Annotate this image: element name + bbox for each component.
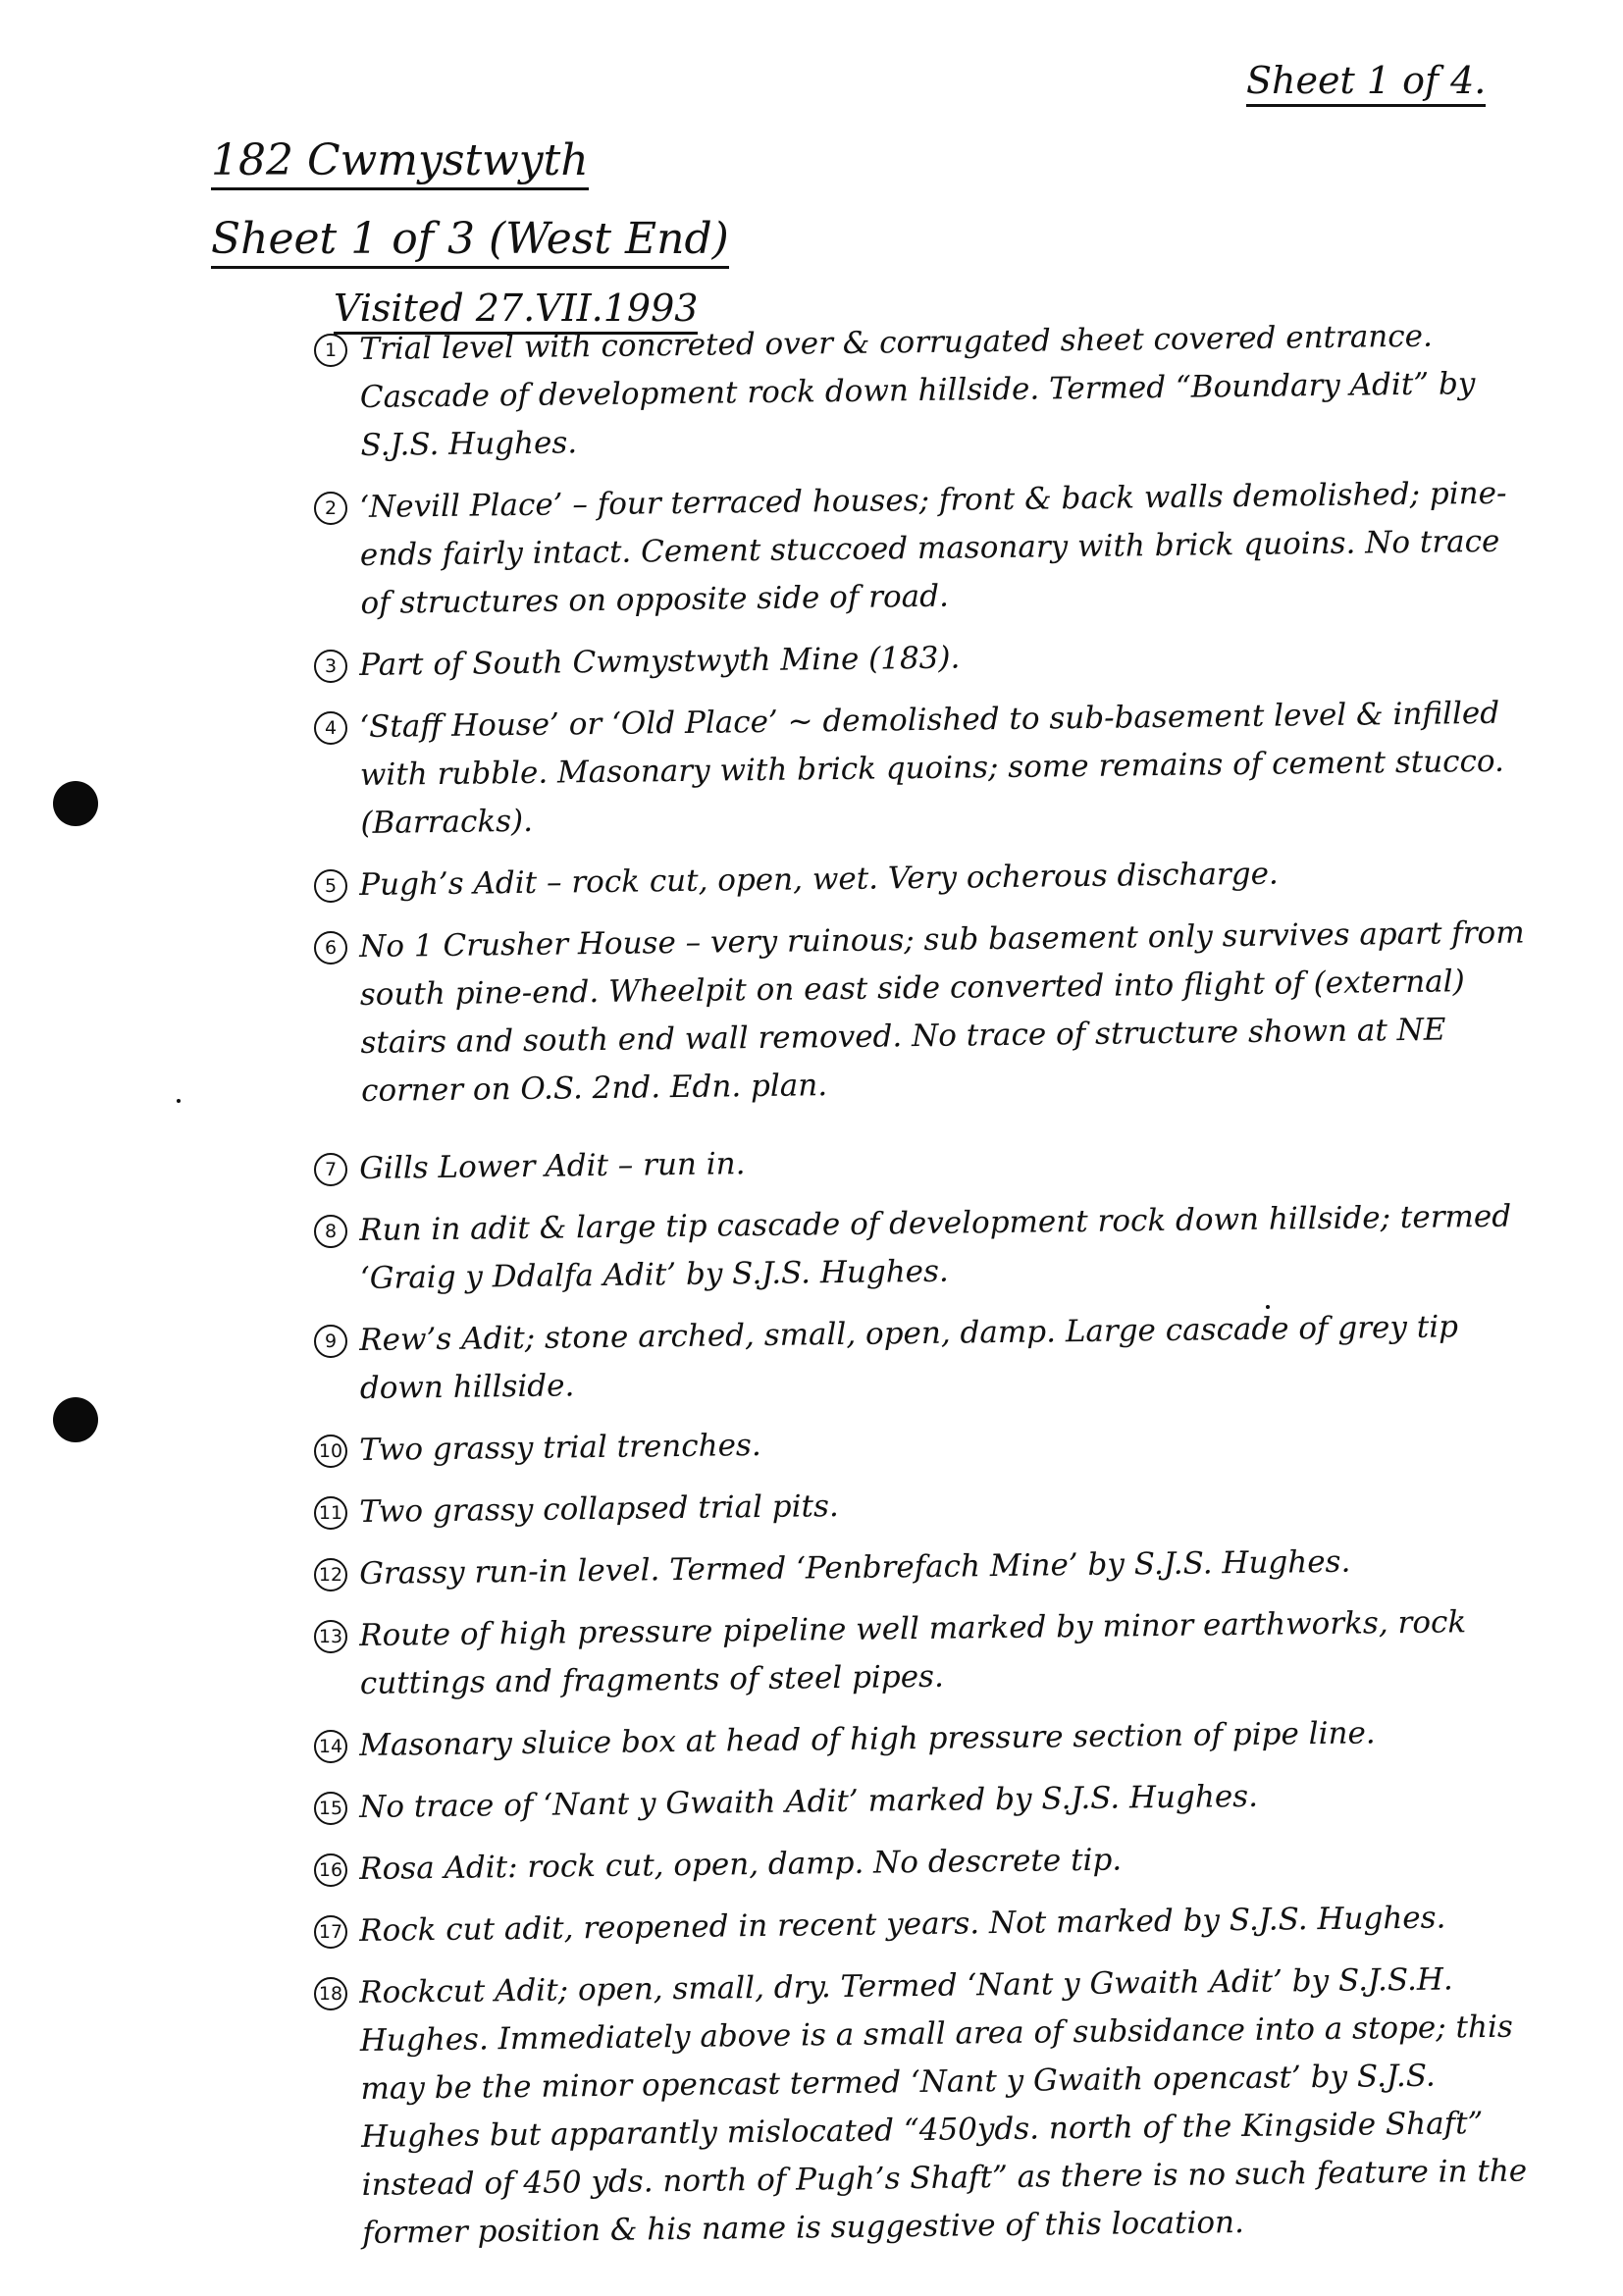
item-number: 4 <box>314 711 347 745</box>
site-title: 182 Cwmystwyth <box>211 135 589 190</box>
list-item <box>314 1309 1531 1413</box>
list-item <box>314 318 1531 470</box>
sheet-subtitle: Sheet 1 of 3 (West End) <box>211 214 729 269</box>
item-text: ‘Nevill Place’ – four terraced houses; front & back walls demolished; pine-ends fairly intact. Cement stuccoed masonary with brick quoins. No trace of structures on opposite side of road. <box>359 475 1507 621</box>
item-text: No trace of ‘Nant y Gwaith Adit’ marked by S.J.S. Hughes. <box>359 1778 1259 1825</box>
list-item <box>314 1488 1531 1537</box>
item-number: 17 <box>314 1915 347 1949</box>
sheet-number: Sheet 1 of 4. <box>1246 59 1486 107</box>
item-number: 18 <box>314 1977 347 2010</box>
item-text: Grassy run-in level. Termed ‘Penbrefach Mine’ by S.J.S. Hughes. <box>359 1543 1351 1592</box>
visit-date: Visited 27.VII.1993 <box>334 287 698 335</box>
list-item <box>314 695 1531 848</box>
list-item <box>314 1543 1531 1598</box>
survey-notes <box>314 318 1531 2271</box>
list-item <box>314 856 1531 910</box>
item-number: 6 <box>314 931 347 965</box>
item-text: Rew’s Adit; stone arched, small, open, damp. Large cascade of grey tip down hillside. <box>359 1309 1459 1406</box>
list-item <box>314 1900 1531 1956</box>
item-text: Pugh’s Adit – rock cut, open, wet. Very ocherous discharge. <box>359 856 1280 903</box>
item-text: Two grassy trial trenches. <box>359 1427 761 1468</box>
list-item <box>314 1842 1531 1894</box>
item-text: Masonary sluice box at head of high pressure section of pipe line. <box>359 1715 1376 1763</box>
punch-hole <box>53 1397 98 1442</box>
list-item <box>314 1145 1531 1193</box>
item-text: Trial level with concreted over & corrugated sheet covered entrance. Cascade of development rock down hillside. Termed “Boundary Adit” by S.J.S. Hughes. <box>359 318 1476 463</box>
list-item <box>314 1961 1531 2258</box>
item-text: ‘Staff House’ or ‘Old Place’ ~ demolished to sub-basement level & infilled with rubble. Masonary with brick quoins; some remains of cement stucco. (Barracks). <box>359 695 1505 841</box>
item-text: No 1 Crusher House – very ruinous; sub basement only survives apart from south pine-end. Wheelpit on east side converted into flight of (external) stairs and south end wall removed. No trace of structure shown at NE corner on O.S. 2nd. Edn. plan. <box>359 914 1525 1109</box>
item-number: 13 <box>314 1620 347 1653</box>
item-number: 1 <box>314 334 347 367</box>
list-item <box>314 475 1531 628</box>
item-number: 12 <box>314 1558 347 1592</box>
item-text: Rockcut Adit; open, small, dry. Termed ‘Nant y Gwaith Adit’ by S.J.S.H. Hughes. Immediately above is a small area of subsidance into a stope; this may be the minor opencast termed ‘Nant y Gwaith opencast’ by S.J.S. Hughes but apparantly mislocated “450yds. north of the Kingside Shaft” instead of 450 yds. north of Pugh’s Shaft” as there is no such feature in the former position & his name is suggestive of this location. <box>359 1961 1528 2251</box>
item-text: Rock cut adit, reopened in recent years. Not marked by S.J.S. Hughes. <box>359 1900 1446 1949</box>
item-text: Rosa Adit: rock cut, open, damp. No descrete tip. <box>359 1842 1123 1887</box>
item-text: Gills Lower Adit – run in. <box>359 1146 746 1186</box>
item-number: 15 <box>314 1792 347 1825</box>
item-text: Part of South Cwmystwyth Mine (183). <box>359 640 961 683</box>
item-text: Route of high pressure pipeline well marked by minor earthworks, rock cuttings and fragments of steel pipes. <box>359 1604 1467 1701</box>
list-item <box>314 1198 1531 1303</box>
item-number: 16 <box>314 1853 347 1887</box>
list-item <box>314 1427 1531 1475</box>
item-number: 7 <box>314 1153 347 1186</box>
list-item <box>314 1778 1531 1832</box>
list-item <box>314 642 1531 690</box>
item-number: 10 <box>314 1435 347 1468</box>
list-item <box>314 1715 1531 1770</box>
list-item <box>314 1604 1531 1708</box>
item-number: 11 <box>314 1496 347 1530</box>
item-number: 2 <box>314 492 347 525</box>
list-item <box>314 914 1531 1116</box>
item-number: 14 <box>314 1730 347 1763</box>
item-number: 8 <box>314 1215 347 1248</box>
item-text: Two grassy collapsed trial pits. <box>359 1488 839 1530</box>
item-number: 9 <box>314 1325 347 1358</box>
punch-hole <box>53 781 98 826</box>
item-number: 3 <box>314 650 347 683</box>
item-text: Run in adit & large tip cascade of development rock down hillside; termed ‘Graig y Ddalfa Adit’ by S.J.S. Hughes. <box>359 1198 1512 1296</box>
speck <box>177 1099 181 1103</box>
item-number: 5 <box>314 869 347 903</box>
